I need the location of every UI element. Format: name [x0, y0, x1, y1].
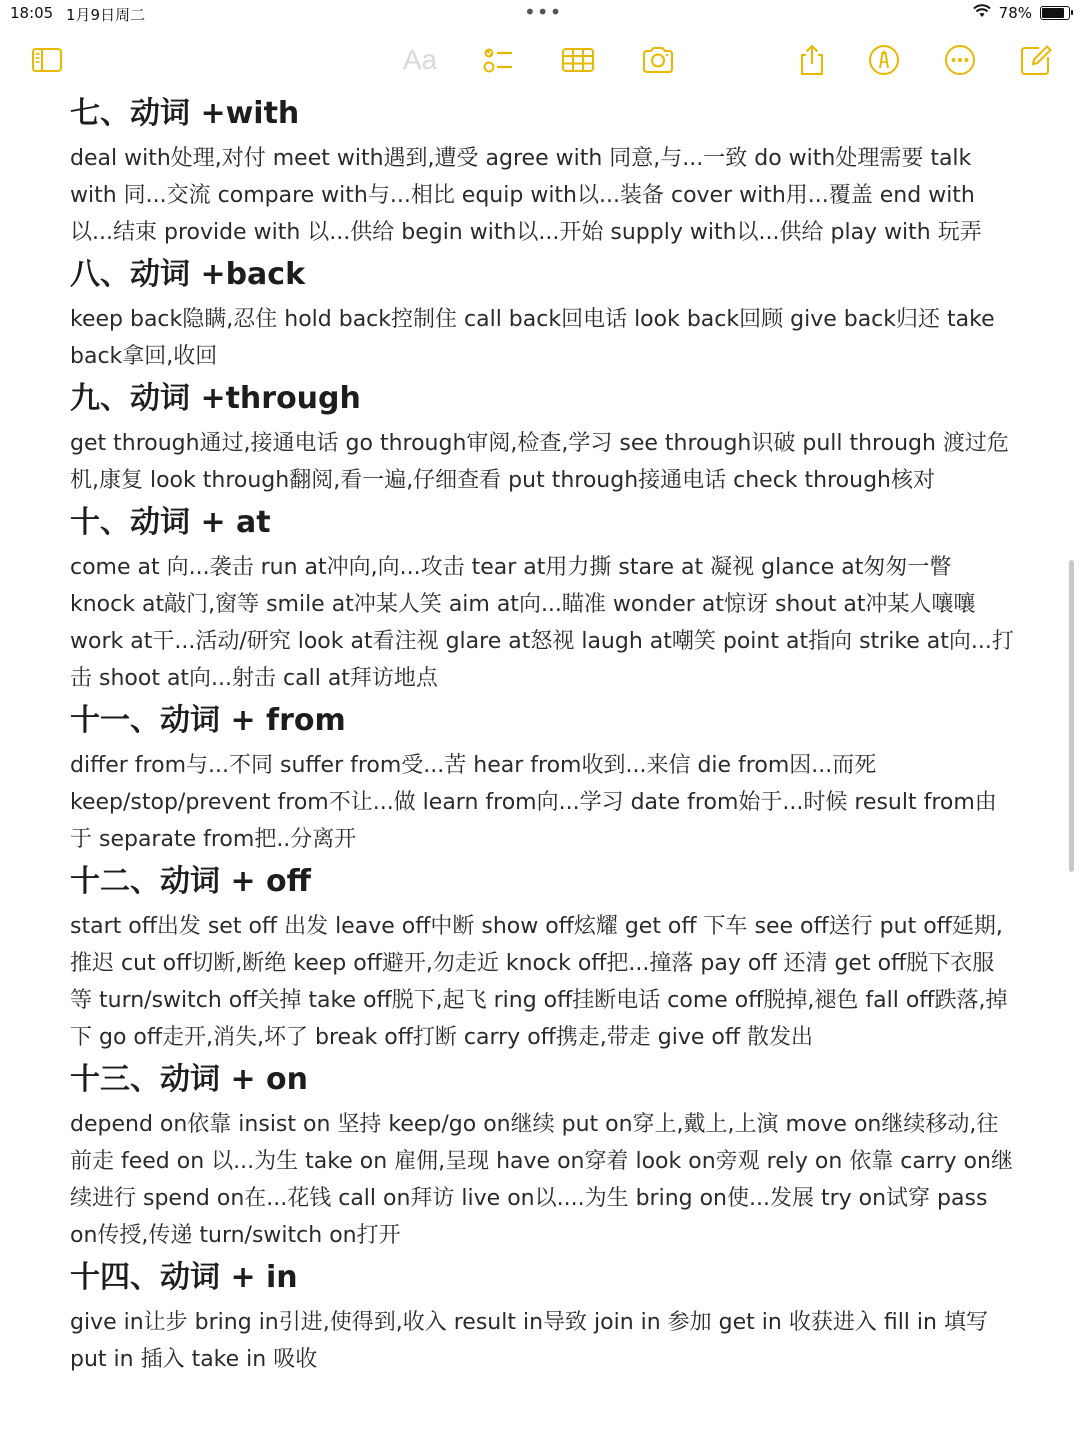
battery-icon [1040, 6, 1070, 20]
ellipsis-circle-icon [943, 43, 977, 81]
markup-pen-icon [867, 43, 901, 81]
bottom-fade [0, 1380, 1080, 1440]
section-title: 十一、动词 + from [70, 703, 346, 738]
notes-toolbar [0, 38, 1080, 86]
section-body: give in让步 bring in引进,使得到,收入 result in导致 join in 参加 get in 收获进入 fill in 填写 put in 插入 take in 吸收 [70, 1310, 988, 1372]
section-body: differ from与...不同 suffer from受...苦 hear from收到...来信 die from因...而死 keep/stop/prevent from不让...做 learn from向...学习 date from始于...时候 result from由于 separate from把..分离开 [70, 753, 997, 852]
compose-icon [1019, 43, 1053, 81]
camera-button[interactable] [638, 42, 678, 82]
share-button[interactable] [792, 42, 832, 82]
status-time: 18:05 [10, 4, 54, 22]
section-title: 十、动词 + at [70, 505, 271, 540]
table-icon [561, 43, 595, 81]
sidebar-icon [30, 43, 64, 81]
sidebar-toggle-button[interactable] [27, 42, 67, 82]
compose-note-button[interactable] [1016, 42, 1056, 82]
more-options-button[interactable] [940, 42, 980, 82]
section-title: 八、动词 +back [70, 257, 306, 292]
section-title: 十三、动词 + on [70, 1062, 308, 1097]
section-body: get through通过,接通电话 go through审阅,检查,学习 see through识破 pull through 渡过危机,康复 look through翻阅,看一遍,仔细查看 put through接通电话 check through核对 [70, 431, 1009, 493]
multitasking-dots[interactable]: ••• [524, 0, 563, 24]
note-content[interactable] [70, 92, 1020, 1380]
section-body: keep back隐瞒,忍住 hold back控制住 call back回电话 look back回顾 give back归还 take back拿回,收回 [70, 307, 995, 369]
status-date: 1月9日周二 [66, 6, 146, 24]
table-button[interactable] [558, 42, 598, 82]
battery-percent: 78% [998, 4, 1032, 22]
section-title: 十二、动词 + off [70, 864, 311, 899]
section-body: come at 向...袭击 run at冲向,向...攻击 tear at用力撕 stare at 凝视 glance at匆匆一瞥 knock at敲门,窗等 smile at冲某人笑 aim at向...瞄准 wonder at惊讶 shout at冲某人嚷嚷 work at干...活动/研究 look at看注视 glare at怒视 laugh at嘲笑 point at指向 strike at向...打击 shoot at向...射击 call at拜访地点 [70, 555, 1014, 691]
section-body: depend on依靠 insist on 坚持 keep/go on继续 put on穿上,戴上,上演 move on继续移动,往前走 feed on 以...为生 take on 雇佣,呈现 have on穿着 look on旁观 rely on 依靠 carry on继续进行 spend on在...花钱 call on拜访 live on以....为生 bring on使...发展 try on试穿 pass on传授,传递 turn/switch on打开 [70, 1112, 1013, 1248]
checklist-icon [481, 43, 515, 81]
checklist-button[interactable] [478, 42, 518, 82]
section-title: 九、动词 +through [70, 381, 361, 416]
format-button[interactable]: Aa [402, 44, 438, 75]
section-title: 十四、动词 + in [70, 1260, 298, 1295]
section-title: 七、动词 +with [70, 96, 300, 131]
status-right [973, 4, 1070, 22]
markup-button[interactable] [864, 42, 904, 82]
status-bar [0, 0, 1080, 28]
camera-icon [641, 43, 675, 81]
scrollbar-thumb[interactable] [1069, 560, 1074, 872]
section-body: start off出发 set off 出发 leave off中断 show off炫耀 get off 下车 see off送行 put off延期,推迟 cut off切断,断绝 keep off避开,勿走近 knock off把...撞落 pay off 还清 get off脱下衣服等 turn/switch off关掉 take off脱下,起飞 ring off挂断电话 come off脱掉,褪色 fall off跌落,掉下 go off走开,消失,坏了 break off打断 carry off携走,带走 give off 散发出 [70, 914, 1008, 1050]
section-body: deal with处理,对付 meet with遇到,遭受 agree with 同意,与...一致 do with处理需要 talk with 同...交流 compare with与...相比 equip with以...装备 cover with用...覆盖 end with以...结束 provide with 以...供给 begin with以...开始 supply with以...供给 play with 玩弄 [70, 146, 982, 245]
share-icon [795, 43, 829, 81]
wifi-icon [973, 4, 991, 22]
